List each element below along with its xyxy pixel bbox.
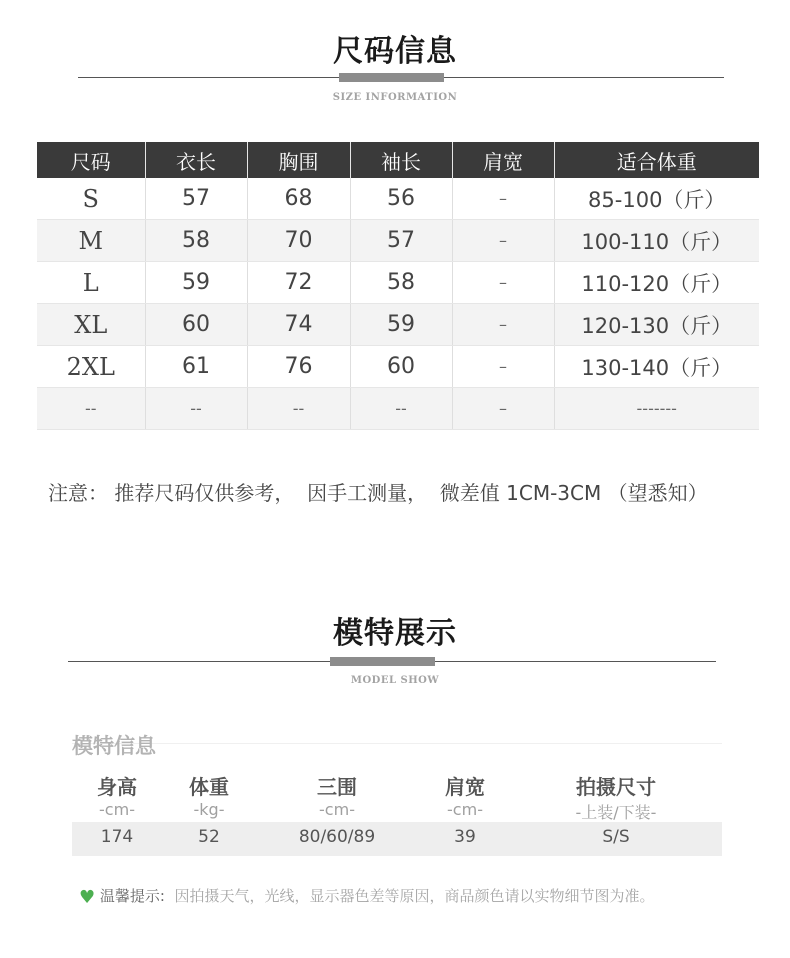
- header-weight: 适合体重: [554, 142, 759, 178]
- cell-length: --: [145, 388, 247, 430]
- model-unit-weight: -kg-: [193, 800, 225, 819]
- model-section-accent-bar: [330, 657, 435, 666]
- table-row: [37, 346, 759, 388]
- model-value-weight: 52: [198, 827, 220, 847]
- cell-weight: 85-100（斤）: [554, 178, 759, 220]
- heart-icon: ♥: [79, 887, 96, 908]
- cell-sleeve: 56: [350, 178, 452, 220]
- model-head-shoulder: 肩宽: [445, 775, 485, 799]
- cell-size: --: [37, 388, 145, 430]
- cell-length: 58: [145, 220, 247, 262]
- cell-sleeve: 57: [350, 220, 452, 262]
- model-value-shoulder: 39: [454, 827, 476, 847]
- tip-line: [79, 885, 655, 908]
- cell-bust: 70: [247, 220, 350, 262]
- table-row: [37, 388, 759, 430]
- size-table: [37, 142, 759, 430]
- cell-size: S: [37, 178, 145, 220]
- model-unit-height: -cm-: [99, 800, 135, 819]
- cell-length: 57: [145, 178, 247, 220]
- table-row: [37, 262, 759, 304]
- size-note: 注意： 推荐尺码仅供参考， 因手工测量， 微差值 1CM-3CM （望悉知）: [48, 481, 708, 505]
- cell-bust: 74: [247, 304, 350, 346]
- cell-bust: --: [247, 388, 350, 430]
- cell-size: L: [37, 262, 145, 304]
- cell-weight: 100-110（斤）: [554, 220, 759, 262]
- cell-weight: 130-140（斤）: [554, 346, 759, 388]
- model-info-divider: [72, 743, 722, 744]
- cell-bust: 68: [247, 178, 350, 220]
- model-info-label: 模特信息: [72, 734, 156, 758]
- size-section-subtitle: SIZE INFORMATION: [332, 92, 458, 103]
- model-value-height: 174: [100, 827, 134, 847]
- model-unit-shoot-size: -上装/下装-: [575, 803, 657, 822]
- cell-sleeve: 59: [350, 304, 452, 346]
- tip-text: 因拍摄天气，光线，显示器色差等原因，商品颜色请以实物细节图为准。: [174, 887, 655, 905]
- cell-sleeve: --: [350, 388, 452, 430]
- cell-size: M: [37, 220, 145, 262]
- cell-shoulder: –: [452, 220, 554, 262]
- cell-length: 59: [145, 262, 247, 304]
- model-head-shoot-size: 拍摄尺寸: [576, 775, 656, 799]
- cell-weight: 110-120（斤）: [554, 262, 759, 304]
- model-unit-shoulder: -cm-: [447, 800, 483, 819]
- cell-shoulder: –: [452, 304, 554, 346]
- cell-size: XL: [37, 304, 145, 346]
- header-length: 衣长: [145, 142, 247, 178]
- model-unit-measurements: -cm-: [319, 800, 355, 819]
- size-section-title: 尺码信息: [333, 34, 457, 69]
- header-size: 尺码: [37, 142, 145, 178]
- cell-sleeve: 60: [350, 346, 452, 388]
- cell-size: 2XL: [37, 346, 145, 388]
- size-section-accent-bar: [339, 73, 444, 82]
- cell-length: 60: [145, 304, 247, 346]
- size-table-header: [37, 142, 759, 178]
- cell-weight: -------: [554, 388, 759, 430]
- cell-length: 61: [145, 346, 247, 388]
- header-sleeve: 袖长: [350, 142, 452, 178]
- cell-bust: 72: [247, 262, 350, 304]
- model-head-measurements: 三围: [317, 775, 357, 799]
- model-section-subtitle: MODEL SHOW: [350, 675, 440, 686]
- cell-sleeve: 58: [350, 262, 452, 304]
- cell-bust: 76: [247, 346, 350, 388]
- header-bust: 胸围: [247, 142, 350, 178]
- model-value-measurements: 80/60/89: [298, 827, 376, 847]
- cell-weight: 120-130（斤）: [554, 304, 759, 346]
- header-shoulder: 肩宽: [452, 142, 554, 178]
- model-value-shoot-size: S/S: [602, 827, 630, 847]
- table-row: [37, 220, 759, 262]
- cell-shoulder: –: [452, 262, 554, 304]
- cell-shoulder: –: [452, 346, 554, 388]
- table-row: [37, 304, 759, 346]
- cell-shoulder: –: [452, 178, 554, 220]
- model-section-title: 模特展示: [333, 616, 457, 651]
- model-head-weight: 体重: [189, 775, 229, 799]
- cell-shoulder: –: [452, 388, 554, 430]
- table-row: [37, 178, 759, 220]
- model-head-height: 身高: [97, 775, 137, 799]
- tip-label: 温馨提示:: [99, 887, 165, 905]
